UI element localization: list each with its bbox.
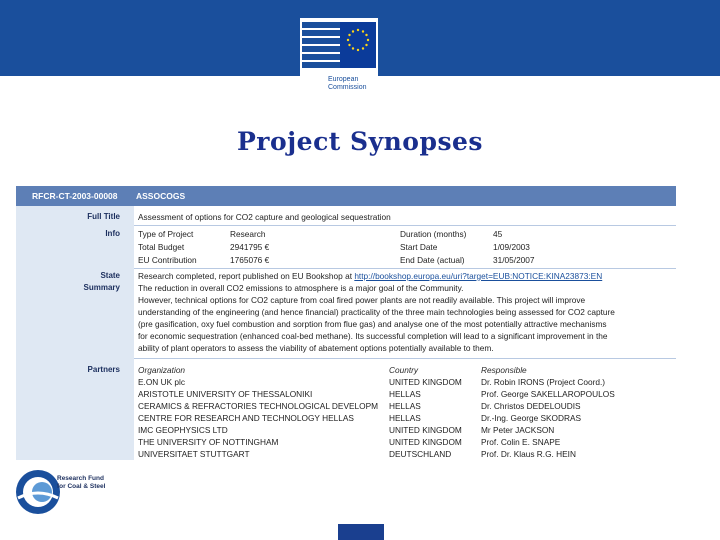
label-state: State <box>100 271 120 280</box>
summary-line: However, technical options for CO2 capture from coal fired power plants are not readily available. This project will improve <box>138 295 586 305</box>
start-label: Start Date <box>400 242 438 252</box>
partner-responsible: Dr. Christos DEDELOUDIS <box>481 401 581 411</box>
budget-value: 2941795 € <box>230 242 270 252</box>
footer-blue-block <box>338 524 384 540</box>
partner-organization: ARISTOTLE UNIVERSITY OF THESSALONIKI <box>138 389 313 399</box>
rfcs-caption <box>57 475 105 490</box>
partners-col-country: Country <box>389 365 419 375</box>
partner-organization: UNIVERSITAET STUTTGART <box>138 449 250 459</box>
partner-responsible: Dr.-Ing. George SKODRAS <box>481 413 582 423</box>
rfcs-line-1: Research Fund <box>57 475 104 482</box>
partners-col-responsible: Responsible <box>481 365 527 375</box>
label-full-title: Full Title <box>87 212 120 221</box>
partner-responsible: Prof. Dr. Klaus R.G. HEIN <box>481 449 576 459</box>
logo-line-commission: Commission <box>328 84 367 91</box>
full-title-value: Assessment of options for CO2 capture and geological sequestration <box>138 212 391 222</box>
eu-contribution-label: EU Contribution <box>138 255 197 265</box>
type-label: Type of Project <box>138 229 194 239</box>
page-title: Project Synopses <box>236 127 484 156</box>
partner-country: UNITED KINGDOM <box>389 377 462 387</box>
partner-organization: E.ON UK plc <box>138 377 186 387</box>
label-partners: Partners <box>87 365 120 374</box>
partner-country: UNITED KINGDOM <box>389 425 462 435</box>
partners-col-organization: Organization <box>138 365 186 375</box>
commission-building-icon <box>300 18 378 78</box>
partner-organization: IMC GEOPHYSICS LTD <box>138 425 228 435</box>
end-label: End Date (actual) <box>400 255 465 265</box>
partner-responsible: Dr. Robin IRONS (Project Coord.) <box>481 377 606 387</box>
partner-responsible: Prof. George SAKELLAROPOULOS <box>481 389 615 399</box>
duration-value: 45 <box>493 229 503 239</box>
partner-organization: CENTRE FOR RESEARCH AND TECHNOLOGY HELLAS <box>138 413 354 423</box>
partner-country: DEUTSCHLAND <box>389 449 452 459</box>
state-text: Research completed, report published on EU Bookshop at <box>138 271 355 281</box>
rfcs-logo-icon <box>14 468 62 516</box>
duration-label: Duration (months) <box>400 229 467 239</box>
summary-line: The reduction in overall CO2 emissions to atmosphere is a major goal of the Community. <box>138 283 464 293</box>
logo-line-european: European <box>328 76 359 83</box>
label-info: Info <box>105 229 120 238</box>
project-code: RFCR-CT-2003-00008 <box>32 191 118 201</box>
partner-country: HELLAS <box>389 401 421 411</box>
end-value: 31/05/2007 <box>493 255 535 265</box>
label-column <box>16 206 124 460</box>
rfcs-line-2: for Coal & Steel <box>57 482 106 490</box>
logo-caption <box>328 76 367 92</box>
partner-country: HELLAS <box>389 389 421 399</box>
partner-responsible: Mr Peter JACKSON <box>481 425 555 435</box>
summary-line: (pre gasification, oxy fuel combustion and sorption from flue gas) and analyse one of the most potentially attractive mechanisms <box>138 319 607 329</box>
divider <box>134 268 676 269</box>
label-summary: Summary <box>83 283 120 292</box>
start-value: 1/09/2003 <box>493 242 530 252</box>
project-header-row <box>16 186 676 206</box>
partner-organization: CERAMICS & REFRACTORIES TECHNOLOGICAL DEVELOPM <box>138 401 379 411</box>
summary-line: for economic sequestration (enhanced coal-bed methane). Its successful completion will lead to a significant improvement in the <box>138 331 608 341</box>
partner-responsible: Prof. Colin E. SNAPE <box>481 437 561 447</box>
summary-line: ability of plant operators to assess the viability of abatement options potentially available to them. <box>138 343 494 353</box>
partner-organization: THE UNIVERSITY OF NOTTINGHAM <box>138 437 279 447</box>
project-table <box>16 206 676 460</box>
divider <box>134 225 676 226</box>
bookshop-link[interactable]: http://bookshop.europa.eu/uri?target=EUB:NOTICE:KINA23873:EN <box>354 271 603 281</box>
budget-label: Total Budget <box>138 242 185 252</box>
divider <box>134 358 676 359</box>
partner-country: UNITED KINGDOM <box>389 437 462 447</box>
partner-country: HELLAS <box>389 413 421 423</box>
state-value <box>138 271 602 281</box>
project-acronym: ASSOCOGS <box>136 191 186 201</box>
type-value: Research <box>230 229 266 239</box>
eu-contribution-value: 1765076 € <box>230 255 270 265</box>
summary-line: understanding of the engineering (and hence financial) practicality of the three main technologies being assessed for CO2 capture <box>138 307 615 317</box>
